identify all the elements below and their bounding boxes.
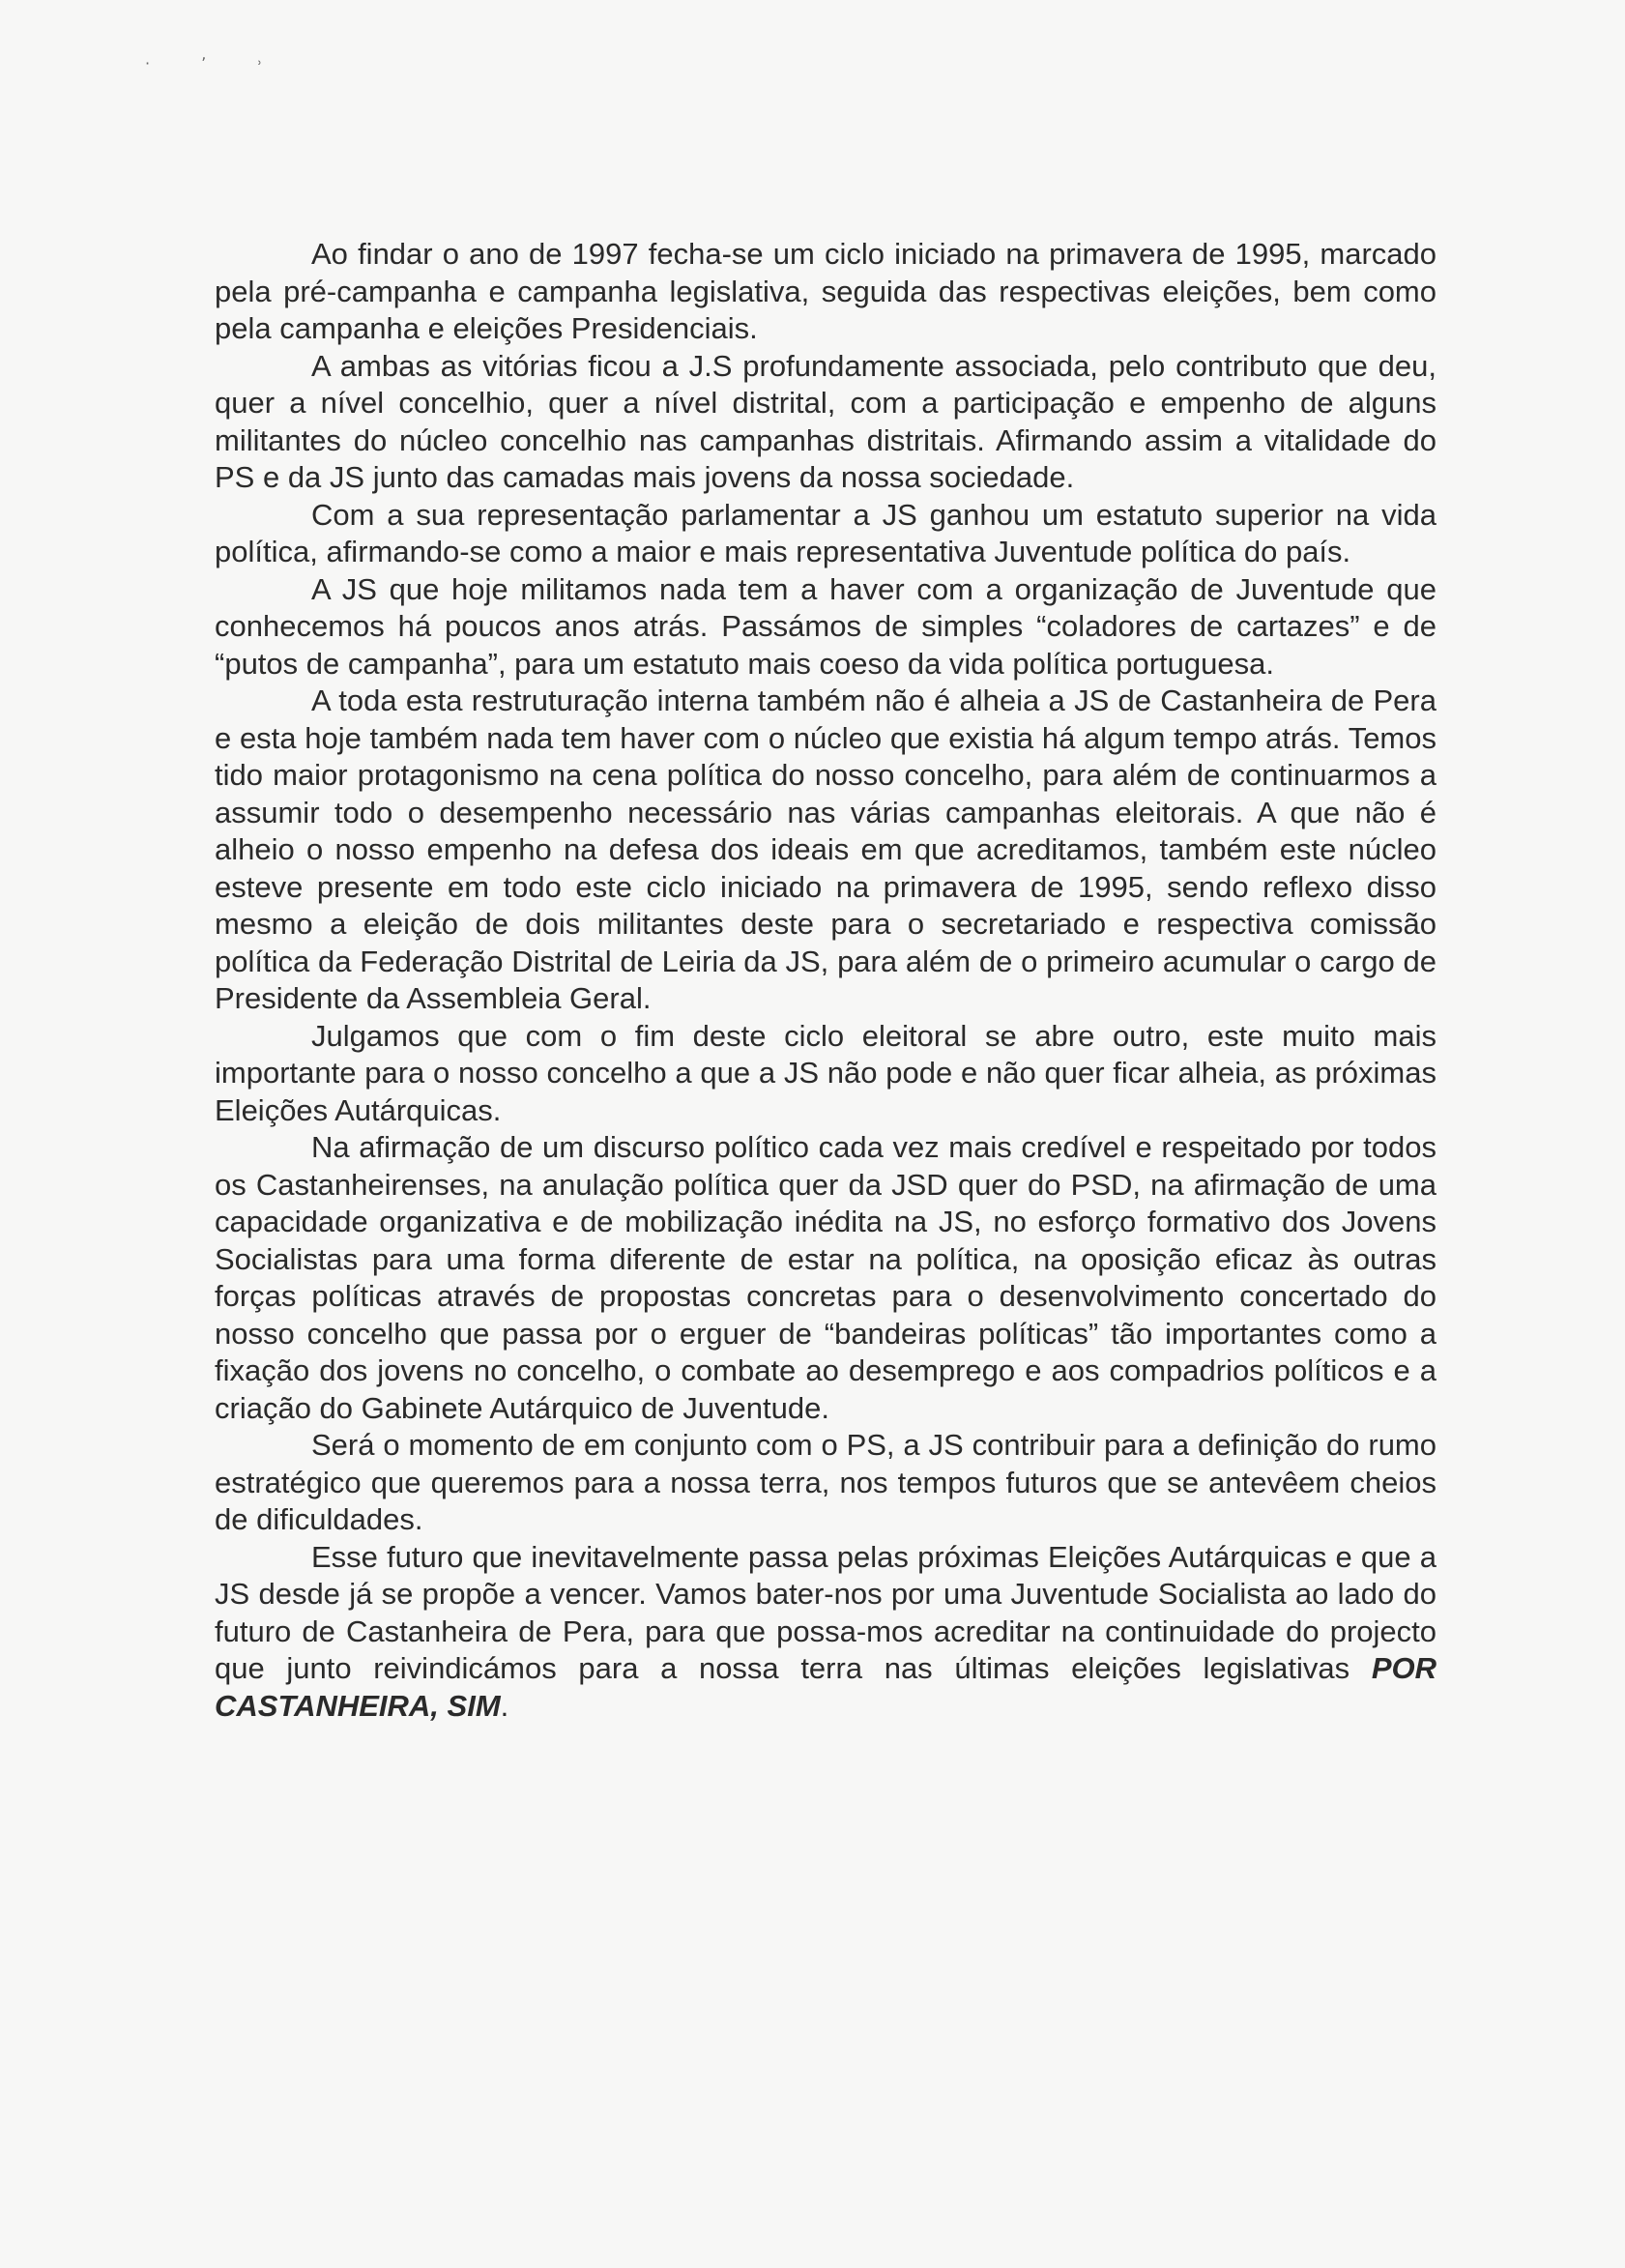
paragraph-9-end: .	[500, 1688, 509, 1723]
scan-specks: · ʼ ˒	[145, 54, 286, 73]
paragraph-2: A ambas as vitórias ficou a J.S profundamente associada, pelo contributo que deu, quer a nível concelhio, quer a nível distrital, com a participação e empenho de alguns militantes do núcleo concelhio nas campanhas distritais. Afirmando assim a vitalidade do PS e da JS junto das camadas mais jovens da nossa sociedade.	[215, 348, 1436, 494]
paragraph-6: Julgamos que com o fim deste ciclo eleitoral se abre outro, este muito mais importante para o nosso concelho a que a JS não pode e não quer ficar alheia, as próximas Eleições Autárquicas.	[215, 1018, 1436, 1127]
paragraph-8: Será o momento de em conjunto com o PS, a JS contribuir para a definição do rumo estratégico que queremos para a nossa terra, nos tempos futuros que se antevêem cheios de dificuldades.	[215, 1428, 1436, 1536]
closing-slogan: POR CASTANHEIRA, SIM	[215, 1651, 1436, 1723]
paragraph-9	[215, 1539, 1436, 1726]
paragraph-5: A toda esta restruturação interna também não é alheia a JS de Castanheira de Pera e esta hoje também nada tem haver com o núcleo que existia há algum tempo atrás. Temos tido maior protagonismo na cena política do nosso concelho, para além de continuarmos a assumir todo o desempenho necessário nas várias campanhas eleitorais. A que não é alheio o nosso empenho na defesa dos ideais em que acreditamos, também este núcleo esteve presente em todo este ciclo iniciado na primavera de 1995, sendo reflexo disso mesmo a eleição de dois militantes deste para o secretariado e respectiva comissão política da Federação Distrital de Leiria da JS, para além de o primeiro acumular o cargo de Presidente da Assembleia Geral.	[215, 683, 1436, 1015]
paragraph-1: Ao findar o ano de 1997 fecha-se um ciclo iniciado na primavera de 1995, marcado pela pré-campanha e campanha legislativa, seguida das respectivas eleições, bem como pela campanha e eleições Presidenciais.	[215, 237, 1436, 345]
paragraph-4: A JS que hoje militamos nada tem a haver com a organização de Juventude que conhecemos há poucos anos atrás. Passámos de simples “coladores de cartazes” e de “putos de campanha”, para um estatuto mais coeso da vida política portuguesa.	[215, 571, 1436, 681]
paragraph-3: Com a sua representação parlamentar a JS ganhou um estatuto superior na vida política, afirmando-se como a maior e mais representativa Juventude política do país.	[215, 497, 1436, 568]
paragraph-9-text: Esse futuro que inevitavelmente passa pelas próximas Eleições Autárquicas e que a JS desde já se propõe a vencer. Vamos bater-nos por uma Juventude Socialista ao lado do futuro de Castanheira de Pera, para que possa-mos acreditar na continuidade do projecto que junto reivindicámos para a nossa terra nas últimas eleições legislativas	[215, 1539, 1436, 1685]
paragraph-7: Na afirmação de um discurso político cada vez mais credível e respeitado por todos os Castanheirenses, na anulação política quer da JSD quer do PSD, na afirmação de uma capacidade organizativa e de mobilização inédita na JS, no esforço formativo dos Jovens Socialistas para uma forma diferente de estar na política, na oposição eficaz às outras forças políticas através de propostas concretas para o desenvolvimento concertado do nosso concelho que passa por o erguer de “bandeiras políticas” tão importantes como a fixação dos jovens no concelho, o combate ao desemprego e aos compadrios políticos e a criação do Gabinete Autárquico de Juventude.	[215, 1130, 1436, 1425]
document-body	[215, 236, 1436, 1725]
